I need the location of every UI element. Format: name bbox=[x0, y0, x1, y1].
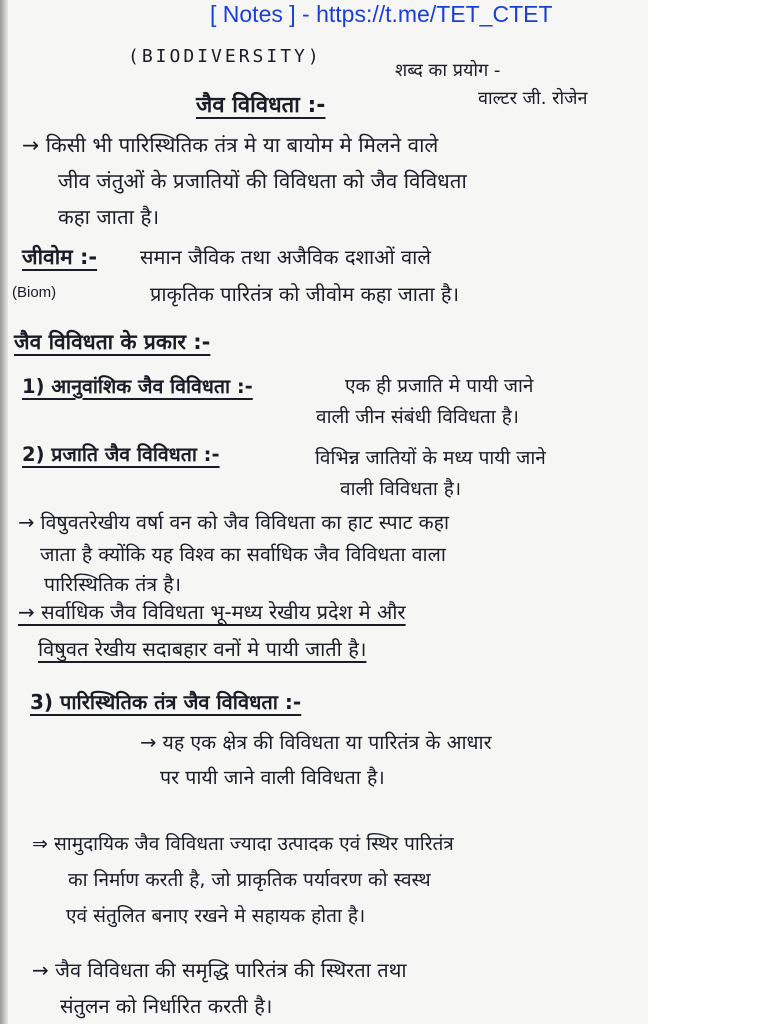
biom-english: (Biom) bbox=[12, 284, 57, 301]
types-heading: जैव विविधता के प्रकार :- bbox=[14, 330, 211, 354]
page-title: जैव विविधता :- bbox=[196, 93, 326, 118]
heading-english: (BIODIVERSITY) bbox=[128, 46, 322, 67]
genetic-diversity-definition: एक ही प्रजाति मे पायी जाने bbox=[345, 375, 534, 397]
max-diversity-note: विषुवत रेखीय सदाबहार वनों मे पायी जाती है। bbox=[38, 637, 367, 661]
page-margin bbox=[648, 0, 768, 1024]
definition-line: जीव जंतुओं के प्रजातियों की विविधता को जैव विविधता bbox=[58, 169, 467, 193]
hotspot-note: → विषुवतरेखीय वर्षा वन को जैव विविधता का हाट स्पाट कहा bbox=[18, 511, 450, 534]
community-note: ⇒ सामुदायिक जैव विविधता ज्यादा उत्पादक एवं स्थिर पारितंत्र bbox=[32, 833, 454, 855]
max-diversity-note: → सर्वाधिक जैव विविधता भू-मध्य रेखीय प्रदेश मे और bbox=[18, 600, 406, 624]
page-edge-shadow bbox=[0, 0, 8, 1024]
genetic-diversity-title: 1) आनुवांशिक जैव विविधता :- bbox=[22, 375, 253, 398]
species-diversity-title: 2) प्रजाति जैव विविधता :- bbox=[22, 443, 220, 466]
jivom-definition: समान जैविक तथा अजैविक दशाओं वाले bbox=[140, 245, 431, 269]
stability-note: संतुलन को निर्धारित करती है। bbox=[60, 994, 273, 1018]
word-used-label: शब्द का प्रयोग - bbox=[395, 60, 501, 81]
definition-line: कहा जाता है। bbox=[58, 205, 160, 229]
ecosystem-diversity-definition: → यह एक क्षेत्र की विविधता या पारितंत्र के आधार bbox=[140, 731, 492, 754]
ecosystem-diversity-title: 3) पारिस्थितिक तंत्र जैव विविधता :- bbox=[30, 690, 302, 714]
hotspot-note: पारिस्थितिक तंत्र है। bbox=[44, 573, 182, 596]
species-diversity-definition: वाली विविधता है। bbox=[340, 478, 462, 500]
genetic-diversity-definition: वाली जीन संबंधी विविधता है। bbox=[316, 406, 520, 428]
stability-note: → जैव विविधता की समृद्धि पारितंत्र की स्थिरता तथा bbox=[32, 958, 407, 982]
ecosystem-diversity-definition: पर पायी जाने वाली विविधता है। bbox=[160, 766, 385, 789]
community-note: एवं संतुलित बनाए रखने मे सहायक होता है। bbox=[66, 905, 366, 927]
jivom-definition: प्राकृतिक पारितंत्र को जीवोम कहा जाता है। bbox=[150, 282, 460, 306]
telegram-notes-link[interactable]: [ Notes ] - https://t.me/TET_CTET bbox=[210, 1, 553, 27]
species-diversity-definition: विभिन्न जातियों के मध्य पायी जाने bbox=[315, 447, 546, 469]
author-name: वाल्टर जी. रोजेन bbox=[478, 88, 588, 109]
hotspot-note: जाता है क्योंकि यह विश्व का सर्वाधिक जैव विविधता वाला bbox=[40, 543, 446, 566]
jivom-term: जीवोम :- bbox=[22, 245, 98, 269]
definition-line: → किसी भी पारिस्थितिक तंत्र मे या बायोम मे मिलने वाले bbox=[22, 133, 439, 157]
community-note: का निर्माण करती है, जो प्राकृतिक पर्यावरण को स्वस्थ bbox=[68, 869, 431, 891]
